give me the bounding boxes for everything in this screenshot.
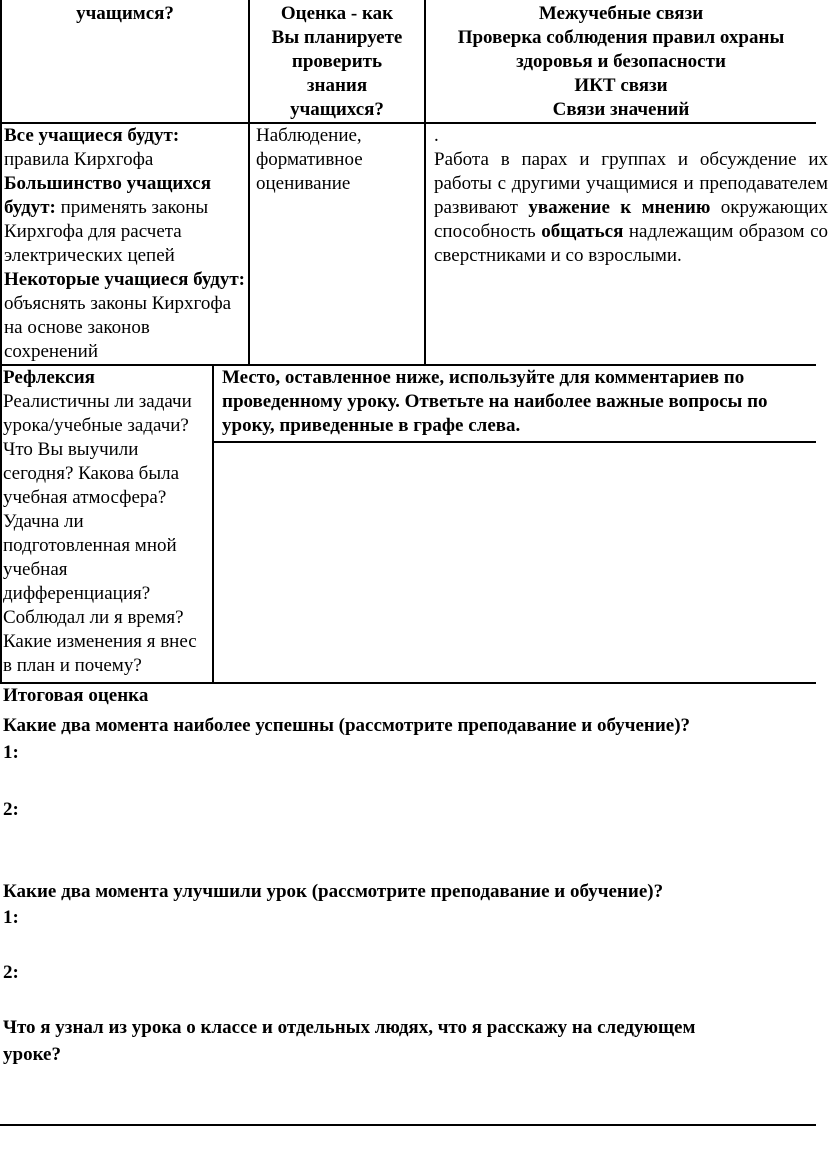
objectives-cell — [2, 124, 246, 364]
answer-label-2: 2: — [3, 799, 19, 820]
comment-prompt: Место, оставленное ниже, используйте для комментариев по проведенному уроку. Ответьте на наиболее важные вопросы по уроку, приведенные в графе слева. — [222, 367, 768, 436]
header-col3-line: Связи значений — [552, 99, 690, 120]
question-most-successful: Какие два момента наиболее успешны (рассмотрите преподавание и обучение)? — [3, 715, 691, 736]
assessment-cell — [250, 124, 400, 196]
links-text-a: Работа в парах и группах и обсуждение их работы с другими учащимися и преподавателем развивают — [434, 149, 828, 218]
links-dot: . — [434, 125, 439, 146]
all-students-text: правила Кирхгофа — [4, 149, 154, 170]
assessment-text: Наблюдение, формативное оценивание — [256, 125, 363, 194]
header-col3-line: Межучебные связи — [538, 3, 704, 24]
answer-label-2: 2: — [3, 962, 19, 983]
links-bold-respect: уважение к мнению — [528, 197, 711, 218]
header-col1 — [2, 2, 248, 26]
links-bold-communicate: общаться — [541, 221, 624, 242]
comment-prompt-cell — [214, 366, 814, 438]
some-students-label: Некоторые учащиеся будут: — [4, 269, 246, 290]
some-students-text: объяснять законы Кирхгофа на основе законов сохренений — [4, 293, 232, 362]
header-col3-line: ИКТ связи — [574, 75, 668, 96]
question-what-learned: Что я узнал из урока о классе и отдельных людях, что я расскажу на следующем — [3, 1017, 696, 1038]
most-students-label: Большинство учащихся будут: — [4, 173, 211, 218]
header-col3-line: Проверка соблюдения правил охраны — [457, 27, 785, 48]
answer-label-1: 1: — [3, 742, 19, 763]
all-students-label: Все учащиеся будут: — [4, 125, 180, 146]
question-improved-lesson: Какие два момента улучшили урок (рассмотрите преподавание и обучение)? — [3, 881, 664, 902]
header-col2-line: знания — [306, 75, 368, 96]
comment-area[interactable] — [214, 443, 816, 682]
header-col3-line: здоровья и безопасности — [516, 51, 726, 72]
reflection-questions: Реалистичны ли задачи урока/учебные задачи? Что Вы выучили сегодня? Какова была учебная атмосфера? Удачна ли подготовленная мной учебная дифференциация? Соблюдал ли я время? Какие изменения я внес в план и почему? — [3, 391, 197, 676]
links-cell — [426, 124, 828, 268]
reflection-cell — [2, 366, 210, 678]
links-text-b: окружающих способность — [434, 197, 828, 242]
most-students-text: применять законы Кирхгофа для расчета электрических цепей — [4, 197, 209, 266]
answer-label-1: 1: — [3, 907, 19, 928]
question-what-learned-cont: уроке? — [3, 1044, 61, 1065]
hline-bottom — [0, 1124, 816, 1126]
header-col2-line: учащихся? — [290, 99, 384, 120]
header-col2-line: проверить — [291, 51, 383, 72]
summary-title: Итоговая оценка — [3, 685, 149, 706]
links-text-c: надлежащим образом со сверстниками и со взрослыми. — [434, 221, 828, 266]
header-col3 — [426, 2, 816, 122]
header-col1-text: учащимся? — [76, 3, 174, 24]
header-col2-line: Оценка - как — [280, 3, 394, 24]
reflection-title: Рефлексия — [3, 367, 95, 388]
header-col2 — [250, 2, 424, 122]
header-col2-line: Вы планируете — [271, 27, 403, 48]
